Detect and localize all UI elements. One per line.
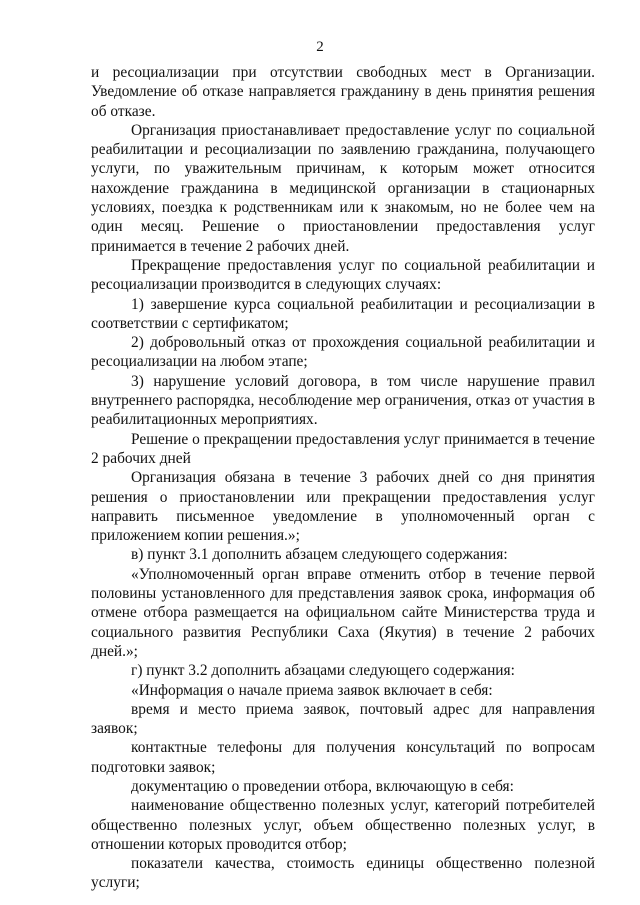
paragraph-clause-3-1: в) пункт 3.1 дополнить абзацем следующего содержания: <box>131 546 508 564</box>
paragraph-suspension: Организация приостанавливает предоставление услуг по социальной реабилитации и ресоциализации по заявлению гражданина, получающего услуги, по уважительным причинам, к которым может относится нахождение гражданина в медицинской организации в стационарных условиях, поездка к родственникам или к знакомым, но не более чем на один месяц. Решение о приостановлении предоставления услуг принимается в течение 2 рабочих дней. <box>91 121 595 255</box>
paragraph-organization-obligation: Организация обязана в течение 3 рабочих дней со дня принятия решения о приостановлении или прекращении предоставления услуг направить письменное уведомление в уполномоченный орган с приложением копии решения.»; <box>91 469 595 545</box>
document-body <box>91 63 595 893</box>
paragraph-cancel-selection: «Уполномоченный орган вправе отменить отбор в течение первой половины установленного для представления заявок срока, информация об отмене отбора размещается на официальном сайте Министерства труда и социального развития Республики Саха (Якутия) в течение 2 рабочих дней.»; <box>91 565 595 660</box>
paragraph-termination-decision: Решение о прекращении предоставления услуг принимается в течение 2 рабочих дней <box>91 430 595 467</box>
list-item-3: 3) нарушение условий договора, в том числе нарушение правил внутреннего распорядка, несоблюдение мер ограничения, отказ от участия в реабилитационных мероприятиях. <box>91 372 595 429</box>
page-number: 2 <box>316 39 324 55</box>
paragraph-documentation: документацию о проведении отбора, включающую в себя: <box>131 777 514 795</box>
paragraph-refusal-notice: и ресоциализации при отсутствии свободных мест в Организации. Уведомление об отказе направляется гражданину в день принятия решения об отказе. <box>91 64 595 120</box>
paragraph-contact-phones: контактные телефоны для получения консультаций по вопросам подготовки заявок; <box>91 739 595 776</box>
list-item-2: 2) добровольный отказ от прохождения социальной реабилитации и ресоциализации на любом этапе; <box>91 334 595 371</box>
paragraph-clause-3-2: г) пункт 3.2 дополнить абзацами следующего содержания: <box>131 662 515 680</box>
list-item-1: 1) завершение курса социальной реабилитации и ресоциализации в соответствии с сертификатом; <box>91 295 595 332</box>
paragraph-termination-cases: Прекращение предоставления услуг по социальной реабилитации и ресоциализации производится в следующих случаях: <box>91 256 595 294</box>
paragraph-time-place: время и место приема заявок, почтовый адрес для направления заявок; <box>91 700 595 738</box>
paragraph-service-names: наименование общественно полезных услуг, категорий потребителей общественно полезных услуг, объем общественно полезных услуг, в отношении которых проводится отбор; <box>91 797 595 853</box>
paragraph-application-info: «Информация о начале приема заявок включает в себя: <box>131 681 493 699</box>
paragraph-quality-indicators: показатели качества, стоимость единицы общественно полезной услуги; <box>91 855 595 892</box>
